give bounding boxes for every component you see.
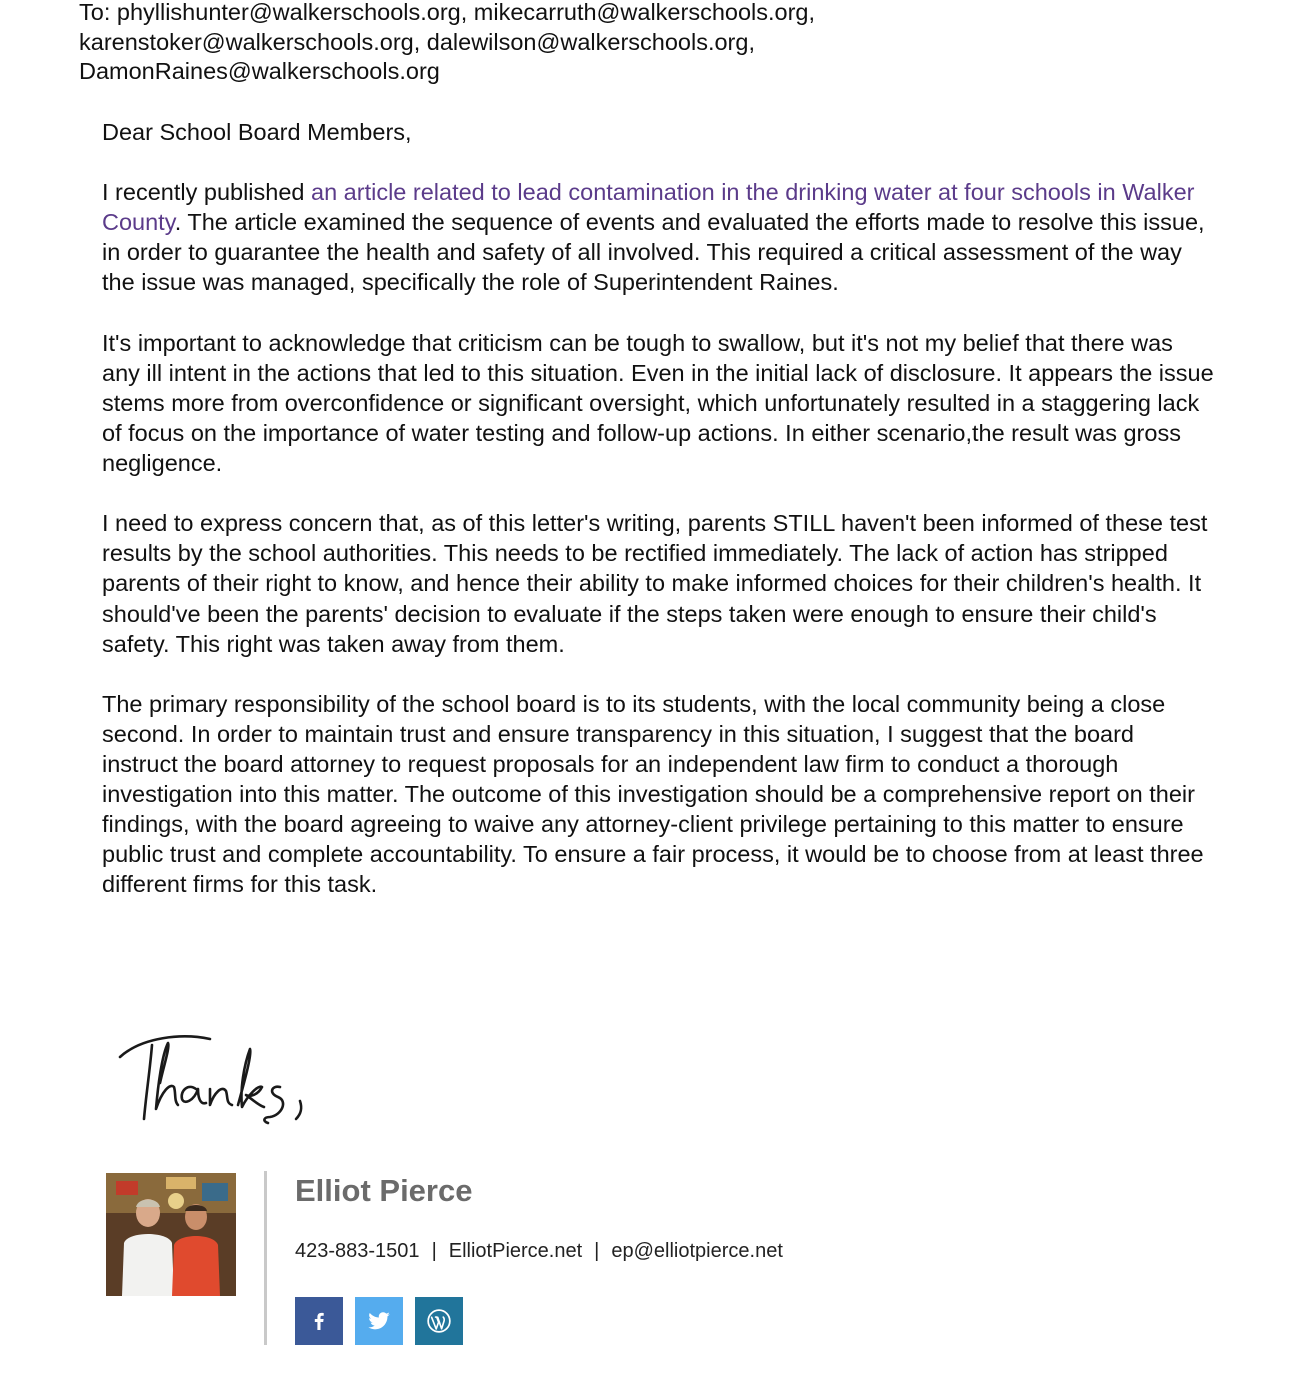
signature-divider xyxy=(264,1171,267,1345)
handwritten-signature xyxy=(112,1025,322,1135)
salutation: Dear School Board Members, xyxy=(102,119,412,145)
thanks-script-graphic xyxy=(112,1025,322,1135)
article-link[interactable]: an article related to lead contamination in the drinking water at four schools in Walker County xyxy=(102,179,1195,236)
paragraph-4: The primary responsibility of the school board is to its students, with the local community being a close second. In order to maintain trust and ensure transparency in this situation, I suggest that the board instruct the board attorney to request proposals for an independent law firm to conduct a thorough investigation into this matter. The outcome of this investigation should be a comprehensive report on their findings, with the board agreeing to waive any attorney-client privilege pertaining to this matter to ensure public trust and complete accountability. To ensure a fair process, it would be to choose from at least three different firms for this task. xyxy=(102,690,1204,898)
twitter-button[interactable] xyxy=(355,1297,403,1345)
to-line: To: phyllishunter@walkerschools.org, mikecarruth@walkerschools.org, xyxy=(79,0,816,25)
website-link[interactable]: ElliotPierce.net xyxy=(448,1240,583,1262)
wordpress-icon xyxy=(426,1308,452,1334)
recipients-header xyxy=(79,0,1229,87)
facebook-button[interactable] xyxy=(295,1297,343,1345)
paragraph-1-rest: . The article examined the sequence of events and evaluated the efforts made to resolve this issue, in order to guarantee the health and safety of all involved. This required a critical assessment of the way the issue was managed, specifically the role of Superintendent Raines. xyxy=(102,209,1205,296)
sender-name: Elliot Pierce xyxy=(295,1173,473,1208)
to-line: karenstoker@walkerschools.org, dalewilson@walkerschools.org, xyxy=(79,28,755,55)
email-link[interactable]: ep@elliotpierce.net xyxy=(611,1240,783,1262)
paragraph-2: It's important to acknowledge that criticism can be tough to swallow, but it's not my belief that there was any ill intent in the actions that led to this situation. Even in the initial lack of disclosure. It appears the issue stems more from overconfidence or significant oversight, which unfortunately resulted in a staggering lack of focus on the importance of water testing and follow-up actions. In either scenario,the result was gross negligence. xyxy=(102,329,1214,477)
photo-image xyxy=(106,1173,236,1296)
separator: | xyxy=(431,1240,437,1262)
to-line: DamonRaines@walkerschools.org xyxy=(79,58,440,84)
contact-info xyxy=(295,1240,783,1263)
paragraph-1 xyxy=(102,177,1214,297)
paragraph-3: I need to express concern that, as of this letter's writing, parents STILL haven't been informed of these test results by the school authorities. This needs to be rectified immediately. The lack of action has stripped parents of their right to know, and hence their ability to make informed choices for their children's health. It should've been the parents' decision to evaluate if the steps taken were enough to ensure their child's safety. This right was taken away from them. xyxy=(102,510,1208,657)
paragraph-1-intro: I recently published xyxy=(102,179,312,206)
phone-link[interactable]: 423-883-1501 xyxy=(295,1240,420,1262)
wordpress-button[interactable] xyxy=(415,1297,463,1345)
twitter-icon xyxy=(366,1308,392,1334)
profile-photo xyxy=(106,1173,236,1296)
facebook-icon xyxy=(307,1309,331,1333)
separator: | xyxy=(594,1240,600,1262)
letter-body xyxy=(102,117,1214,930)
